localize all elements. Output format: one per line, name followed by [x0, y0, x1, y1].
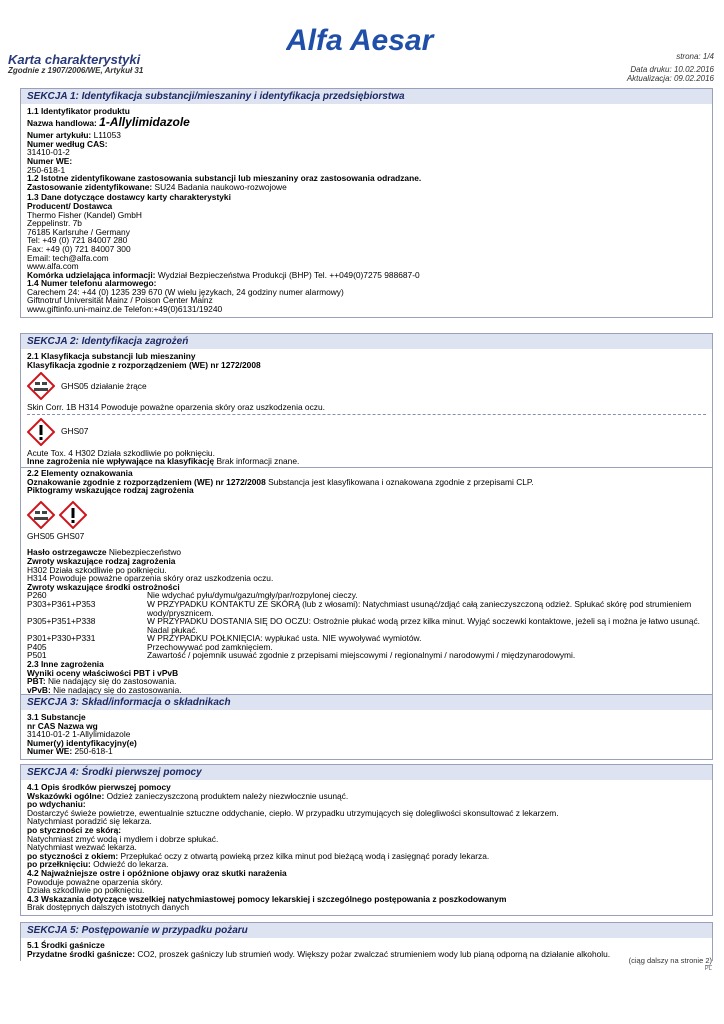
vpvb-row: vPvB: Nie nadający się do zastosowania.	[27, 684, 182, 695]
section-1	[20, 88, 713, 318]
s4-heading-4-3: 4.3 Wskazania dotyczące wszelkiej natychmiastowej pomocy lekarskiej i szczególnego postępowania z poszkodowanym	[27, 893, 507, 904]
alfa-aesar-logo	[286, 22, 454, 58]
hazard-statements-label: Zwroty wskazujące rodzaj zagrożenia	[27, 555, 176, 566]
hazard-statement: H302 Działa szkodliwie po połknięciu.	[27, 564, 167, 575]
identified-use-row: Zastosowanie zidentyfikowane: SU24 Badania naukowo-rozwojowe	[27, 181, 287, 192]
section-3	[20, 694, 713, 760]
s1-heading-1-2: 1.2 Istotne zidentyfikowane zastosowania substancji lub mieszaniny oraz zastosowania odradzane.	[27, 173, 422, 184]
table-header: nr CAS Nazwa wg	[27, 720, 98, 731]
id-numbers-label: Numer(y) identyfikacyjny(e)	[27, 737, 137, 748]
update-date: Aktualizacja: 09.02.2016	[626, 74, 714, 83]
ghs07-label: GHS07	[61, 426, 89, 437]
precaution-row: P501 Zawartość / pojemnik usuwać zgodnie z przepisami miejscowymi / regionalnymi / narodowymi / międzynarodowymi.	[27, 650, 576, 661]
extinguishing-row: Przydatne środki gaśnicze: CO2, proszek gaśniczy lub strumień wody. Większy pożar zwalczać strumieniem wody lub pianą odporną na działanie alkoholu.	[27, 948, 611, 959]
indication-line: Brak dostępnych dalszych istotnych danych	[27, 902, 190, 913]
section-3-title: SEKCJA 3: Skład/informacja o składnikach	[21, 695, 712, 710]
address-line: Email: tech@alfa.com	[27, 252, 109, 263]
emergency-line: Giftnotruf Universität Mainz / Poison Center Mainz	[27, 295, 213, 306]
inhalation-line: Dostarczyć świeże powietrze, ewentualnie sztuczne oddychanie, ciepło. W przypadku utrzymujących się dolegliwości skonsultować z lekarzem.	[27, 807, 559, 818]
precaution-row: P305+P351+P338 W PRZYPADKU DOSTANIA SIĘ DO OCZU: Ostrożnie płukać wodą przez kilka minut. Wyjąć soczewki kontaktowe, jeżeli są i można je łatwo usunąć. Nadal płukać.	[27, 616, 701, 635]
emergency-line: Carechem 24: +44 (0) 1235 239 670 (W wielu językach, 24 godziny numer alarmowy)	[27, 286, 344, 297]
s4-heading-4-2: 4.2 Najważniejsze ostre i opóźnione objawy oraz skutki narażenia	[27, 867, 287, 878]
general-row: Wskazówki ogólne: Odzież zanieczyszczoną produktem należy niezwłocznie usunąć.	[27, 790, 349, 801]
brand-text: Alfa Aesar	[286, 24, 434, 57]
s2-heading-2-3: 2.3 Inne zagrożenia	[27, 659, 104, 670]
s2-heading-2-1: 2.1 Klasyfikacja substancji lub mieszaniny	[27, 351, 196, 361]
section-2	[20, 333, 713, 698]
s3-heading-3-1: 3.1 Substancje	[27, 712, 86, 722]
exclamation-icon	[27, 418, 55, 446]
corrosion-icon	[27, 501, 55, 529]
signal-word-row: Hasło ostrzegawcze Niebezpieczeństwo	[27, 547, 182, 558]
skin-contact-line: Natychmiast zmyć wodą i mydłem i dobrze spłukać.	[27, 833, 219, 844]
ghs05-label: GHS05 działanie żrące	[61, 380, 147, 391]
classification-line: Klasyfikacja zgodnie z rozporządzeniem (WE) nr 1272/2008	[27, 359, 261, 370]
pictogram-row	[27, 501, 706, 529]
print-date: Data druku: 10.02.2016	[630, 65, 714, 74]
eye-contact-row: po styczności z okiem: Przepłukać oczy z otwartą powieką przez kilka minut pod bieżącą wodą i zasięgnąć porady lekarza.	[27, 850, 490, 861]
s4-heading-4-1: 4.1 Opis środków pierwszej pomocy	[27, 782, 171, 792]
page-number: strona: 1/4	[676, 52, 714, 61]
s1-heading-1-3: 1.3 Dane dotyczące dostawcy karty charakterystyki	[27, 192, 231, 203]
precaution-row: P303+P361+P353 W PRZYPADKU KONTAKTU ZE SKÓRĄ (lub z włosami): Natychmiast usunąć/zdjąć całą zanieczyszczoną odzież. Spłukać skórę pod strumieniem wody/prysznicem.	[27, 598, 692, 618]
address-line: 76185 Karlsruhe / Germany	[27, 226, 130, 237]
section-2-title: SEKCJA 2: Identyfikacja zagrożeń	[21, 334, 712, 349]
inhalation-line: Natychmiast poradzić się lekarza.	[27, 816, 152, 827]
inhalation-label: po wdychaniu:	[27, 799, 86, 810]
address-line: Zeppelinstr. 7b	[27, 218, 82, 229]
pictogram-codes: GHS05 GHS07	[27, 530, 85, 541]
section-5-title: SEKCJA 5: Postępowanie w przypadku pożaru	[21, 923, 712, 938]
acute-tox-line: Acute Tox. 4 H302 Działa szkodliwie po połknięciu.	[27, 447, 215, 458]
precaution-label: Zwroty wskazujące środki ostrożności	[27, 581, 180, 592]
swallow-row: po przełknięciu: Odwieźć do lekarza.	[27, 859, 169, 870]
we-number-row: Numer WE: 250-618-1	[27, 746, 113, 757]
pbt-heading: Wyniki oceny właściwości PBT i vPvB	[27, 667, 179, 678]
address-line: Fax: +49 (0) 721 84007 300	[27, 243, 131, 254]
s1-heading-1-4: 1.4 Numer telefonu alarmowego:	[27, 278, 157, 289]
precaution-row: P301+P330+P331 W PRZYPADKU POŁKNIĘCIA: wypłukać usta. NIE wywoływać wymiotów.	[27, 633, 422, 644]
continued-note: (ciąg dalszy na stronie 2)	[628, 956, 712, 965]
trade-name-row: Nazwa handlowa: 1-Allylimidazole	[27, 114, 190, 129]
we-value: 250-618-1	[27, 164, 66, 175]
precaution-row: P405 Przechowywać pod zamknięciem.	[27, 641, 273, 652]
address-line: Tel: +49 (0) 721 84007 280	[27, 235, 128, 246]
skin-contact-label: po styczności ze skórą:	[27, 824, 122, 835]
other-hazards-row: Inne zagrożenia nie wpływające na klasyfikację Brak informacji znane.	[27, 456, 300, 467]
s2-heading-2-2: 2.2 Elementy oznakowania	[27, 467, 133, 478]
cas-label: Numer według CAS:	[27, 138, 108, 149]
section-4	[20, 764, 713, 916]
pbt-row: PBT: Nie nadający się do zastosowania.	[27, 676, 177, 687]
producer-label: Producent/ Dostawca	[27, 200, 113, 211]
info-cell-row: Komórka udzielająca informacji: Wydział Bezpieczeństwa Produkcji (BHP) Tel. ++049(0)7275 988687-0	[27, 269, 420, 280]
labelling-row: Oznakowanie zgodnie z rozporządzeniem (WE) nr 1272/2008 Substancja jest klasyfikowana i oznakowana zgodnie z przepisami CLP.	[27, 476, 534, 487]
we-label: Numer WE:	[27, 155, 73, 166]
exclamation-icon	[59, 501, 87, 529]
symptom-line: Powoduje poważne oparzenia skóry.	[27, 876, 163, 887]
cas-value: 31410-01-2	[27, 147, 70, 158]
s1-heading-1-1: 1.1 Identyfikator produktu	[27, 106, 130, 116]
address-line: www.alfa.com	[27, 261, 79, 272]
s5-heading-5-1: 5.1 Środki gaśnicze	[27, 940, 105, 950]
table-row: 31410-01-2 1-Allylimidazole	[27, 729, 131, 740]
pictogram-label: Piktogramy wskazujące rodzaj zagrożenia	[27, 485, 194, 496]
hazard-statement: H314 Powoduje poważne oparzenia skóry oraz uszkodzenia oczu.	[27, 573, 274, 584]
language-code: PL	[704, 966, 712, 972]
precaution-row: P260 Nie wdychać pyłu/dymu/gazu/mgły/par/rozpylonej cieczy.	[27, 590, 358, 601]
ghs05-row	[27, 372, 706, 400]
skin-corr-line: Skin Corr. 1B H314 Powoduje poważne oparzenia skóry oraz uszkodzenia oczu.	[27, 402, 325, 413]
article-number-row: Numer artykułu: L11053	[27, 130, 121, 141]
document-subtitle: Zgodnie z 1907/2006/WE, Artykuł 31	[8, 66, 144, 75]
document-title: Karta charakterystyki	[8, 52, 141, 67]
divider	[27, 414, 706, 415]
emergency-line: www.giftinfo.uni-mainz.de Telefon:+49(0)6131/19240	[27, 304, 223, 315]
section-5	[20, 922, 713, 961]
corrosion-icon	[27, 372, 55, 400]
ghs07-row	[27, 418, 706, 446]
skin-contact-line: Natychmiast wezwać lekarza.	[27, 842, 137, 853]
trade-name: 1-Allylimidazole	[99, 114, 190, 129]
symptom-line: Działa szkodliwie po połknięciu.	[27, 885, 145, 896]
section-4-title: SEKCJA 4: Środki pierwszej pomocy	[21, 765, 712, 780]
address-line: Thermo Fisher (Kandel) GmbH	[27, 209, 142, 220]
section-1-title: SEKCJA 1: Identyfikacja substancji/mieszaniny i identyfikacja przedsiębiorstwa	[21, 89, 712, 104]
